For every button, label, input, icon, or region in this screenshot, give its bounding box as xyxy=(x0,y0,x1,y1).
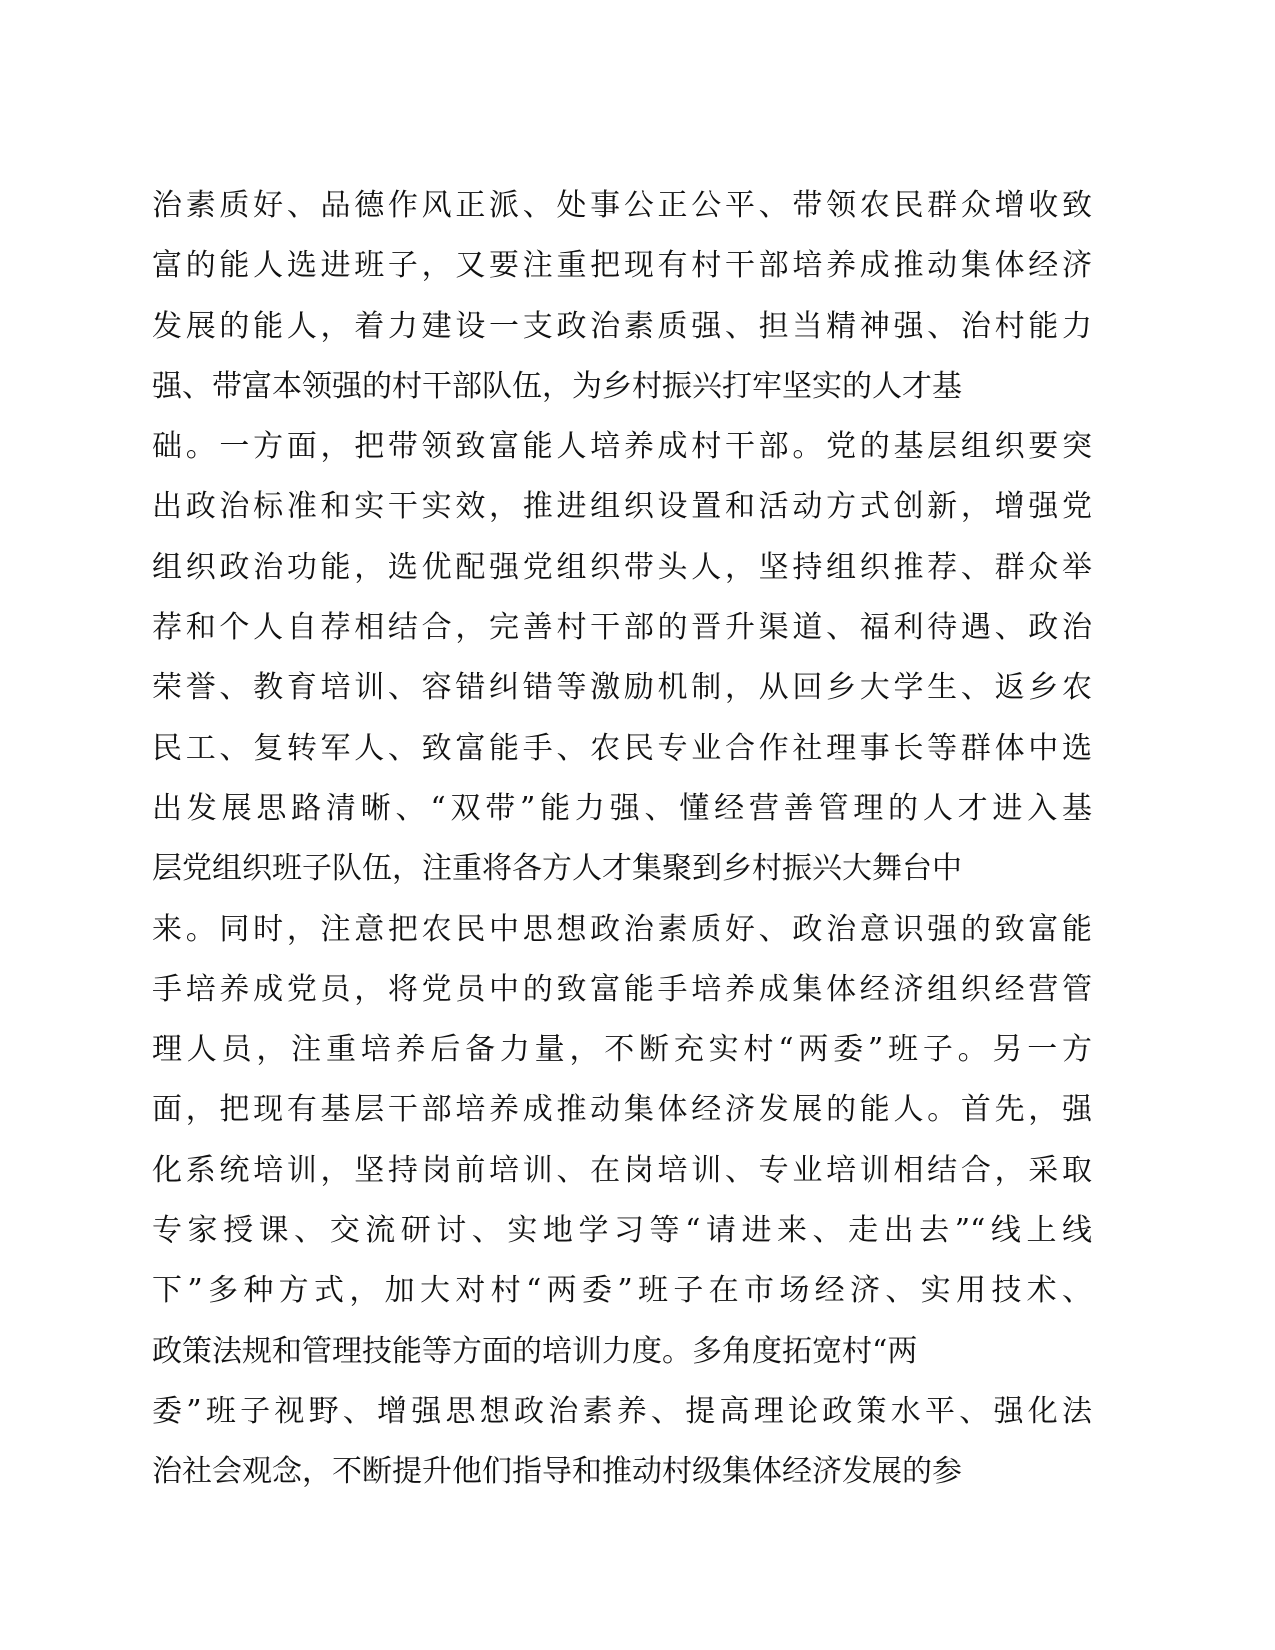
text-line: 来。同时，注意把农民中思想政治素质好、政治意识强的致富能 xyxy=(152,911,1092,947)
text-line: 发展的能人，着力建设一支政治素质强、担当精神强、治村能力 xyxy=(152,308,1092,344)
text-line: 荐和个人自荐相结合，完善村干部的晋升渠道、福利待遇、政治 xyxy=(152,610,1092,646)
text-line: 理人员，注重培养后备力量，不断充实村“两委”班子。另一方 xyxy=(152,1032,1092,1068)
text-line: 政策法规和管理技能等方面的培训力度。多角度拓宽村“两 xyxy=(152,1333,918,1369)
text-line: 组织政治功能，选优配强党组织带头人，坚持组织推荐、群众举 xyxy=(152,549,1092,585)
text-line: 面，把现有基层干部培养成推动集体经济发展的能人。首先，强 xyxy=(152,1092,1092,1128)
text-line: 荣誉、教育培训、容错纠错等激励机制，从回乡大学生、返乡农 xyxy=(152,670,1092,706)
text-line: 手培养成党员，将党员中的致富能手培养成集体经济组织经营管 xyxy=(152,971,1092,1007)
text-line: 化系统培训，坚持岗前培训、在岗培训、专业培训相结合，采取 xyxy=(152,1152,1092,1188)
text-line: 治社会观念，不断提升他们指导和推动村级集体经济发展的参 xyxy=(152,1454,962,1490)
text-line: 专家授课、交流研讨、实地学习等“请进来、走出去”“线上线 xyxy=(152,1213,1092,1249)
text-line: 础。一方面，把带领致富能人培养成村干部。党的基层组织要突 xyxy=(152,429,1092,465)
text-line: 下”多种方式，加大对村“两委”班子在市场经济、实用技术、 xyxy=(152,1273,1092,1309)
text-line: 富的能人选进班子，又要注重把现有村干部培养成推动集体经济 xyxy=(152,248,1092,284)
text-line: 治素质好、品德作风正派、处事公正公平、带领农民群众增收致 xyxy=(152,188,1092,223)
text-line: 委”班子视野、增强思想政治素养、提高理论政策水平、强化法 xyxy=(152,1393,1092,1429)
text-line: 层党组织班子队伍，注重将各方人才集聚到乡村振兴大舞台中 xyxy=(152,851,962,887)
body-paragraph xyxy=(152,176,1092,1503)
text-line: 强、带富本领强的村干部队伍，为乡村振兴打牢坚实的人才基 xyxy=(152,368,962,404)
text-line: 民工、复转军人、致富能手、农民专业合作社理事长等群体中选 xyxy=(152,730,1092,766)
text-line: 出发展思路清晰、“双带”能力强、懂经营善管理的人才进入基 xyxy=(152,790,1092,826)
text-line: 出政治标准和实干实效，推进组织设置和活动方式创新，增强党 xyxy=(152,489,1092,525)
